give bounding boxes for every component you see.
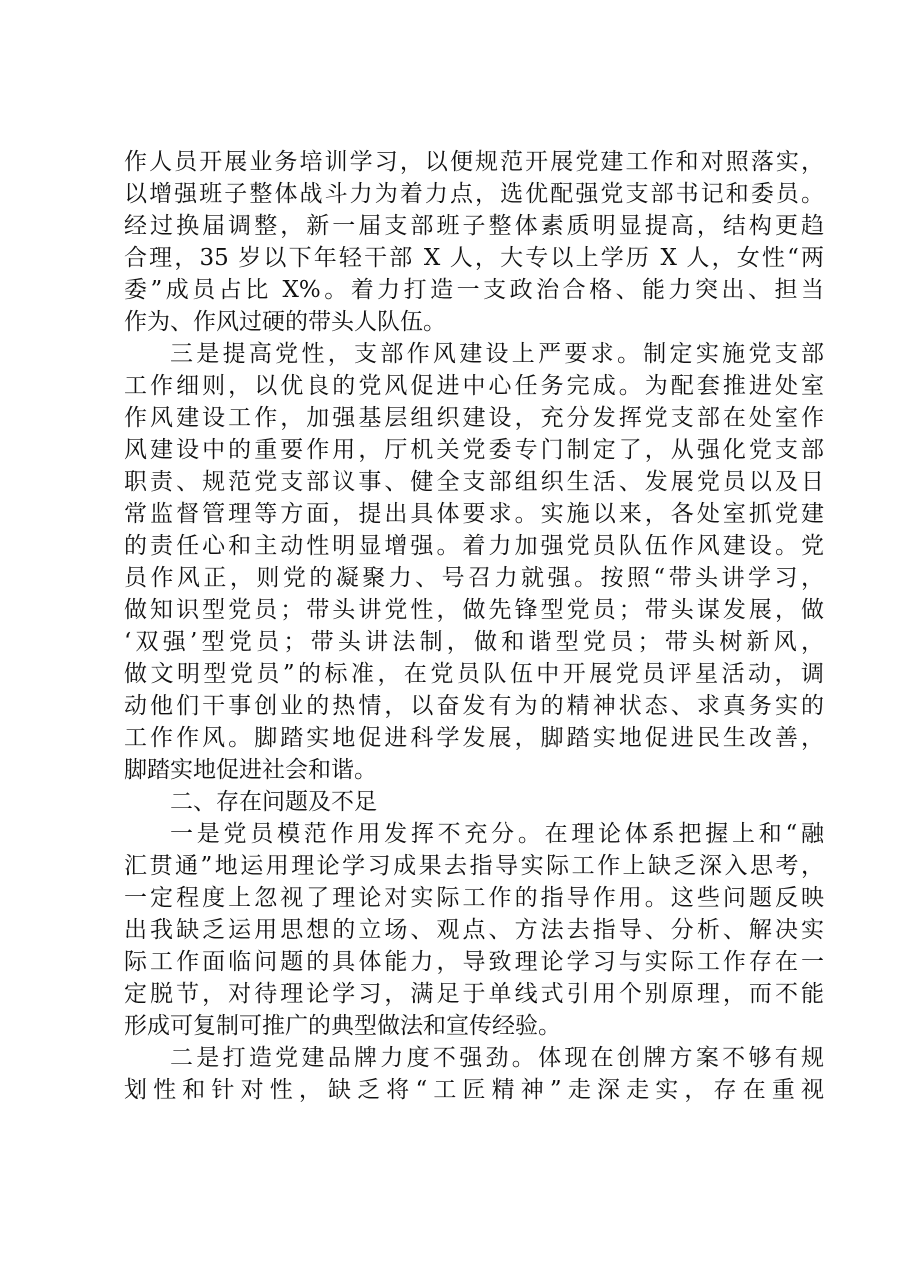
text-line: 形成可复制可推广的典型做法和宣传经验。 <box>124 1013 561 1039</box>
text-line: 常监督管理等方面，提出具体要求。实施以来，各处室抓党建 <box>124 501 824 527</box>
text-line: 做文明型党员”的标准，在党员队伍中开展党员评星活动，调 <box>124 661 824 687</box>
text-line: 一定程度上忽视了理论对实际工作的指导作用。这些问题反映 <box>124 885 824 911</box>
text-line: ‘双强’型党员；带头讲法制，做和谐型党员；带头树新风， <box>124 629 824 655</box>
text-line: 脚踏实地促进社会和谐。 <box>124 757 377 783</box>
text-line: 定脱节，对待理论学习，满足于单线式引用个别原理，而不能 <box>124 981 824 1007</box>
text-line: 工作作风。脚踏实地促进科学发展，脚踏实地促进民生改善， <box>124 725 824 751</box>
document-body <box>124 146 824 1106</box>
text-line: 职责、规范党支部议事、健全支部组织生活、发展党员以及日 <box>124 469 824 495</box>
text-line: 合理，35 岁以下年轻干部 X 人，大专以上学历 X 人，女性“两 <box>124 245 824 271</box>
text-line: 经过换届调整，新一届支部班子整体素质明显提高，结构更趋 <box>124 213 824 239</box>
text-line: 员作风正，则党的凝聚力、号召力就强。按照“带头讲学习， <box>124 565 824 591</box>
text-line: 作人员开展业务培训学习，以便规范开展党建工作和对照落实， <box>124 149 824 175</box>
text-line: 划性和针对性，缺乏将“工匠精神”走深走实，存在重视 <box>124 1077 824 1103</box>
text-line: 出我缺乏运用思想的立场、观点、方法去指导、分析、解决实 <box>124 917 824 943</box>
text-line: 际工作面临问题的具体能力，导致理论学习与实际工作存在一 <box>124 949 824 975</box>
text-line: 风建设中的重要作用，厅机关党委专门制定了，从强化党支部 <box>124 437 824 463</box>
text-line: 动他们干事创业的热情，以奋发有为的精神状态、求真务实的 <box>124 693 824 719</box>
text-line: 作为、作风过硬的带头人队伍。 <box>124 309 446 335</box>
section-heading: 二、存在问题及不足 <box>170 789 377 815</box>
text-line: 委”成员占比 X%。着力打造一支政治合格、能力突出、担当 <box>124 277 824 303</box>
text-line: 工作细则，以优良的党风促进中心任务完成。为配套推进处室 <box>124 373 824 399</box>
text-line: 二是打造党建品牌力度不强劲。体现在创牌方案不够有规 <box>170 1045 824 1071</box>
text-line: 的责任心和主动性明显增强。着力加强党员队伍作风建设。党 <box>124 533 824 559</box>
text-line: 作风建设工作，加强基层组织建设，充分发挥党支部在处室作 <box>124 405 824 431</box>
text-line: 一是党员模范作用发挥不充分。在理论体系把握上和“融 <box>170 821 824 847</box>
text-line: 汇贯通”地运用理论学习成果去指导实际工作上缺乏深入思考， <box>124 853 824 879</box>
text-line: 三是提高党性，支部作风建设上严要求。制定实施党支部 <box>170 341 824 367</box>
text-line: 做知识型党员；带头讲党性，做先锋型党员；带头谋发展，做 <box>124 597 824 623</box>
text-line: 以增强班子整体战斗力为着力点，选优配强党支部书记和委员。 <box>124 181 824 207</box>
